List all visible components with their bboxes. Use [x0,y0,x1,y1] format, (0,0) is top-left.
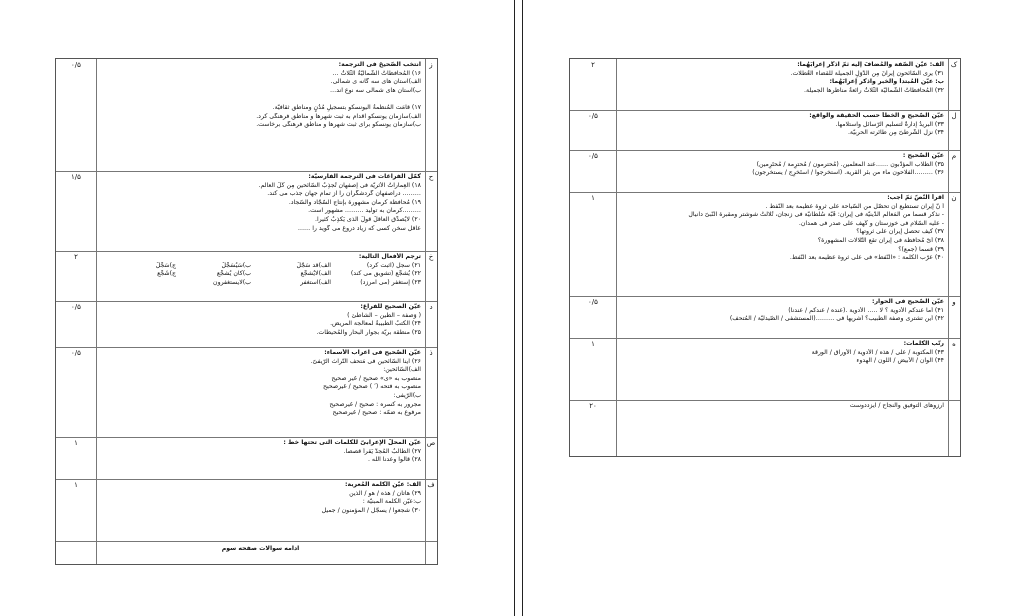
question-row [570,59,960,111]
question-body [100,349,421,418]
question-line: آرزوهای التوفیق والنجاح / ایزددوست [849,402,944,409]
question-line: ۱۸) العِماراتُ الأثریّة فی إصفهان تُجذِبُ السّائحین مِن کُلِّ العالَم. [258,181,421,189]
question-line: ۴۲) أین تشتری وصفة الطبیب؟ أشریها فی ………(المستشفی / الصّیدلیّة / المُتحف) [729,315,944,323]
verb-option: ۲۲) یُشجِّع (تشویق می کند) [350,270,421,278]
question-score: ۰/۵ [588,112,598,120]
question-row [570,400,960,456]
question-line: ۴۴) الوان / الأبیض / اللّون / الهدوء [856,357,944,365]
question-line: ۴۳) المکتوبة / علی / هذه / الأدویة / الأوراق / الورقة [811,348,944,356]
question-row [570,150,960,193]
question-letter: ک [950,61,958,69]
question-line: الف)استان های سه گانه ی شمالی. [330,78,421,86]
question-line: ب)سازمان یونسکو برای ثبت شهرها و مناطق فرهنگی برخاست. [256,121,421,129]
question-line: ۳۲) المُحافظاتُ الشّمالیّة الثّلاثُ رائعةٌ مناظرها الجمیلة. [804,86,944,94]
question-body [620,402,944,411]
verb-option: ۲۱) سجل (اثبت کرد) [366,261,421,269]
question-line: ۱۹) مُحافظة کرمان مشهورة بإنتاج السّجّاد والسّجاد. [288,198,421,206]
left-exam-sheet [55,58,438,565]
question-letter: ح [428,173,434,181]
question-body [100,545,421,554]
question-line: الف: عیّن الکلمة المُعربة: [344,481,421,488]
question-score: ۰/۵ [588,152,598,160]
question-row [570,110,960,151]
question-line: کمّل الفراغات فی الترجمة الفارسیّة: [308,173,421,180]
column-divider [616,400,617,456]
question-letter: م [951,152,957,160]
question-line: اقرأ النّصّ ثمّ أجب: [887,194,944,201]
question-body [100,173,421,233]
question-line: عیّن الصّحیح فی اعراب الأسماء: [324,349,421,356]
question-line: عیّن المحلّ الإعرابیّ للکلمات الّتی تحتها خطّ : [283,439,421,446]
question-line: ادامه سوالات صفحه سوم [221,545,300,552]
question-line: ۲۵) منطقة بریّة بجوار البحار والمُحیطات. [316,328,421,336]
question-body [100,303,421,337]
question-line: منصوب به «ی» صحیح / غیر صحیح [331,374,421,382]
question-line: ب)الرّیفی: [393,391,421,399]
column-divider [425,171,426,251]
column-divider [96,251,97,301]
question-line: ترجم الأفعال التالیة: [358,253,421,260]
question-body [620,340,944,366]
column-divider [96,437,97,479]
question-body [620,112,944,138]
question-line: ۳۱) یری السّائحون إیرانَ مِن الدُّوَلِ الجمیلة للقضاء العُطلات. [790,69,944,77]
question-line: - علیه السّلام فی خوزستان و کَهف علی صدر فی همدان. [798,219,944,227]
question-line: ۱۷) قامَت المُنظَّمةُ الیونسکو بتسجیلِ مُدُنٍ ومناطق ثقافیّة. [272,103,421,111]
question-letter: د [429,303,433,311]
question-line [100,95,421,104]
question-line: منصوب به فتحه ( َ ) صحیح / غیرصحیح [323,383,421,391]
question-body [100,439,421,465]
question-score: ۱ [591,194,595,202]
question-row [56,171,437,252]
column-divider [425,59,426,171]
column-divider [616,150,617,192]
question-line: عیّن الصحیح للفراغ: [360,303,421,310]
question-score: ۱ [591,340,595,348]
question-line: ………کرمان به تولید ……… مشهور است. [308,207,421,215]
question-row [56,437,437,480]
question-line: مرفوع به ضمّه : صحیح / غیرصحیح [332,409,421,417]
question-line: ۳۴) نزل الشّرطیّ مِن طائرته الحربیّة. [847,129,944,137]
column-divider [948,192,949,296]
question-letter: ذ [429,349,433,357]
question-line: ۳۶) ………الفلاحون ماء من بئر القریة. (استخرجوا / استَخرِج / یستخرجون) [752,169,944,177]
question-line: ۲۹) هاتان / هذه / هو / الّذین [349,489,421,497]
question-row [570,338,960,401]
question-line: ۳۸) أیّ مُحافظة فی إیران تقع التّلالات المشهورة؟ [817,236,944,244]
question-row [56,59,437,172]
verb-option: ۲۳) إستغفر (می آمرزد) [360,278,421,286]
question-score: ۲ [591,61,595,69]
verb-option: ج)سَجِّلْ [155,261,176,269]
column-divider [616,296,617,338]
column-divider [425,347,426,437]
question-line: ۲۸) قالوا وعدنا الله . [367,456,421,464]
question-line: - نذکر قسماً من المَعالم الدّینیّة فی إیران: قُبّة سُلطانیّة فی زنجان، تُلالتُ شوشتر ومقبرة النّبیّ دانیال [688,211,944,219]
question-letter: ن [951,194,957,202]
question-letter: خ [428,253,434,261]
question-row [56,479,437,542]
question-score: ۱ [74,439,78,447]
question-row [56,347,437,438]
column-divider [616,110,617,150]
question-line: ۲۴) الکتبُ الطّبیبةُ لمعالجة المریض. [330,320,421,328]
question-line: ……… دراصفهان گردشگران را از تمام جهان جذب می کند. [267,190,421,198]
question-score: ۱/۵ [71,173,81,181]
question-line: ب:عیّن الکلمة المبنیّة : [362,498,421,506]
question-line: ۲۰) لایُصدِّق العاقلُ قولَ الّذی یَکذِبُ کثیراً. [315,215,421,223]
question-line: عیّن الصّحیح : [902,152,944,159]
question-line: ۱۶) المُحافظاتُ الشّمالیّةُ الثّلاثُ … [332,69,421,77]
question-line: عیّن الصّحیح فی الحوار: [871,298,944,305]
question-body [100,481,421,515]
question-line: ۴۰) عرّب الکلمة : «النّفط» فی علی ثروة عظیمة بعد النّفط. [789,254,944,262]
question-line: رتّب الکلمات: [903,340,944,347]
question-score: ۰/۵ [71,303,81,311]
question-row [56,541,437,564]
question-body [620,152,944,178]
question-body [620,298,944,324]
question-score: ۲ [74,253,78,261]
question-line: ۳۷) کیف تحصل إیران علی ثروتها؟ [856,228,944,236]
column-divider [616,59,617,110]
column-divider [96,541,97,564]
question-letter: ف [427,481,435,489]
question-body [100,253,421,287]
question-letter: و [952,298,956,306]
question-letter: ز [429,61,433,69]
question-line: ۲۷) الطّالبُ المُجدُّ یَقرأ قصصاً. [343,447,421,455]
question-score: ۰/۵ [588,298,598,306]
question-row [570,192,960,297]
question-line: الف)سازمان یونسکو اقدام به ثبت شهرها و مناطق فرهنگی کرد. [256,112,421,120]
column-divider [425,541,426,564]
verb-option: ج)شَجِّع [157,270,176,278]
question-score: ۱ [74,481,78,489]
question-line: ب: عیّن المُبتدأ والخبر واذکر إعرابَهُما: [829,78,944,86]
question-line: الف)السّائحین: [383,366,421,374]
page-divider-right [522,0,523,616]
verb-option: ب)کان یُشجِّع [216,270,251,278]
column-divider [96,301,97,347]
verb-options-line [100,270,421,279]
question-line: ۳۵) الطّلاب المؤدّبون ……عند المعلّمین. (مُحترمون / مُحترِمة / مُحتَرِمین) [756,160,944,168]
column-divider [948,400,949,456]
question-line: ۴۱) أما عندکم الأدویة ؟ لا ….. الأدویة .(عنده / عندکم / عندنا) [788,306,944,314]
question-line: ۳۰) شجعوا / یسجّل / المؤمنون / جمیل [321,506,421,514]
column-divider [96,479,97,541]
question-body [620,61,944,95]
question-line: مجرور به کسره : صحیح / غیرصحیح [329,400,421,408]
question-line: ۲۶) اینا السّائحین فی مَتحف التّراث الرّیفیّ. [310,357,421,365]
question-row [56,301,437,348]
question-line: ب)استان های شمالی سه نوع اند… [330,86,421,94]
question-letter: ه [952,340,956,348]
question-line: أ نّ إیران تستطیع أن تحصّل من السّیاحة علی ثروة عظیمة بعد النّفط . [765,202,944,210]
question-line: ۳۹) قسماً (جمع)؟ [898,245,944,253]
column-divider [616,338,617,400]
question-line: انتخب الصّحیحَ فی الترجمة: [338,61,421,68]
verb-option: الف)قد سَجَّلَ [296,261,331,269]
column-divider [96,59,97,171]
verb-options-line [100,262,421,271]
verb-option: ب)لایستغفرون [213,278,251,286]
verb-option: الف)استغفر [300,278,331,286]
question-letter: ل [951,112,957,120]
question-line: عاقل سخن کسی که زیاد دروغ می گوید را …… [297,224,421,232]
question-body [620,194,944,263]
question-line: عیّن الصّحیح و الخطأ حسب الحقیقة والواقع: [809,112,944,119]
verb-option: ب)سَیُسَجِّلُ [221,261,251,269]
question-letter: ص [426,439,436,447]
question-line: ( وَصفة – الطّین – الشاطئ ) [347,311,421,319]
question-score: ۰/۵ [71,61,81,69]
question-line: ۳۳) البریدُ إدارةٌ لتسلیم الرّسائل واستلامها. [835,120,944,128]
verb-option: الف)لایُشجِّع [300,270,331,278]
question-row [56,251,437,302]
question-score: ۲۰ [589,402,597,410]
column-divider [96,171,97,251]
question-row [570,296,960,339]
question-score: ۰/۵ [71,349,81,357]
page-divider-left [514,0,515,616]
verb-options-line [100,279,421,288]
right-exam-sheet [569,58,961,457]
column-divider [616,192,617,296]
question-body [100,61,421,130]
question-line: الف: عیّن الصّفة والمُضافَ إلیه ثمّ اذکُر إعرابَهُما: [797,61,944,68]
column-divider [96,347,97,437]
